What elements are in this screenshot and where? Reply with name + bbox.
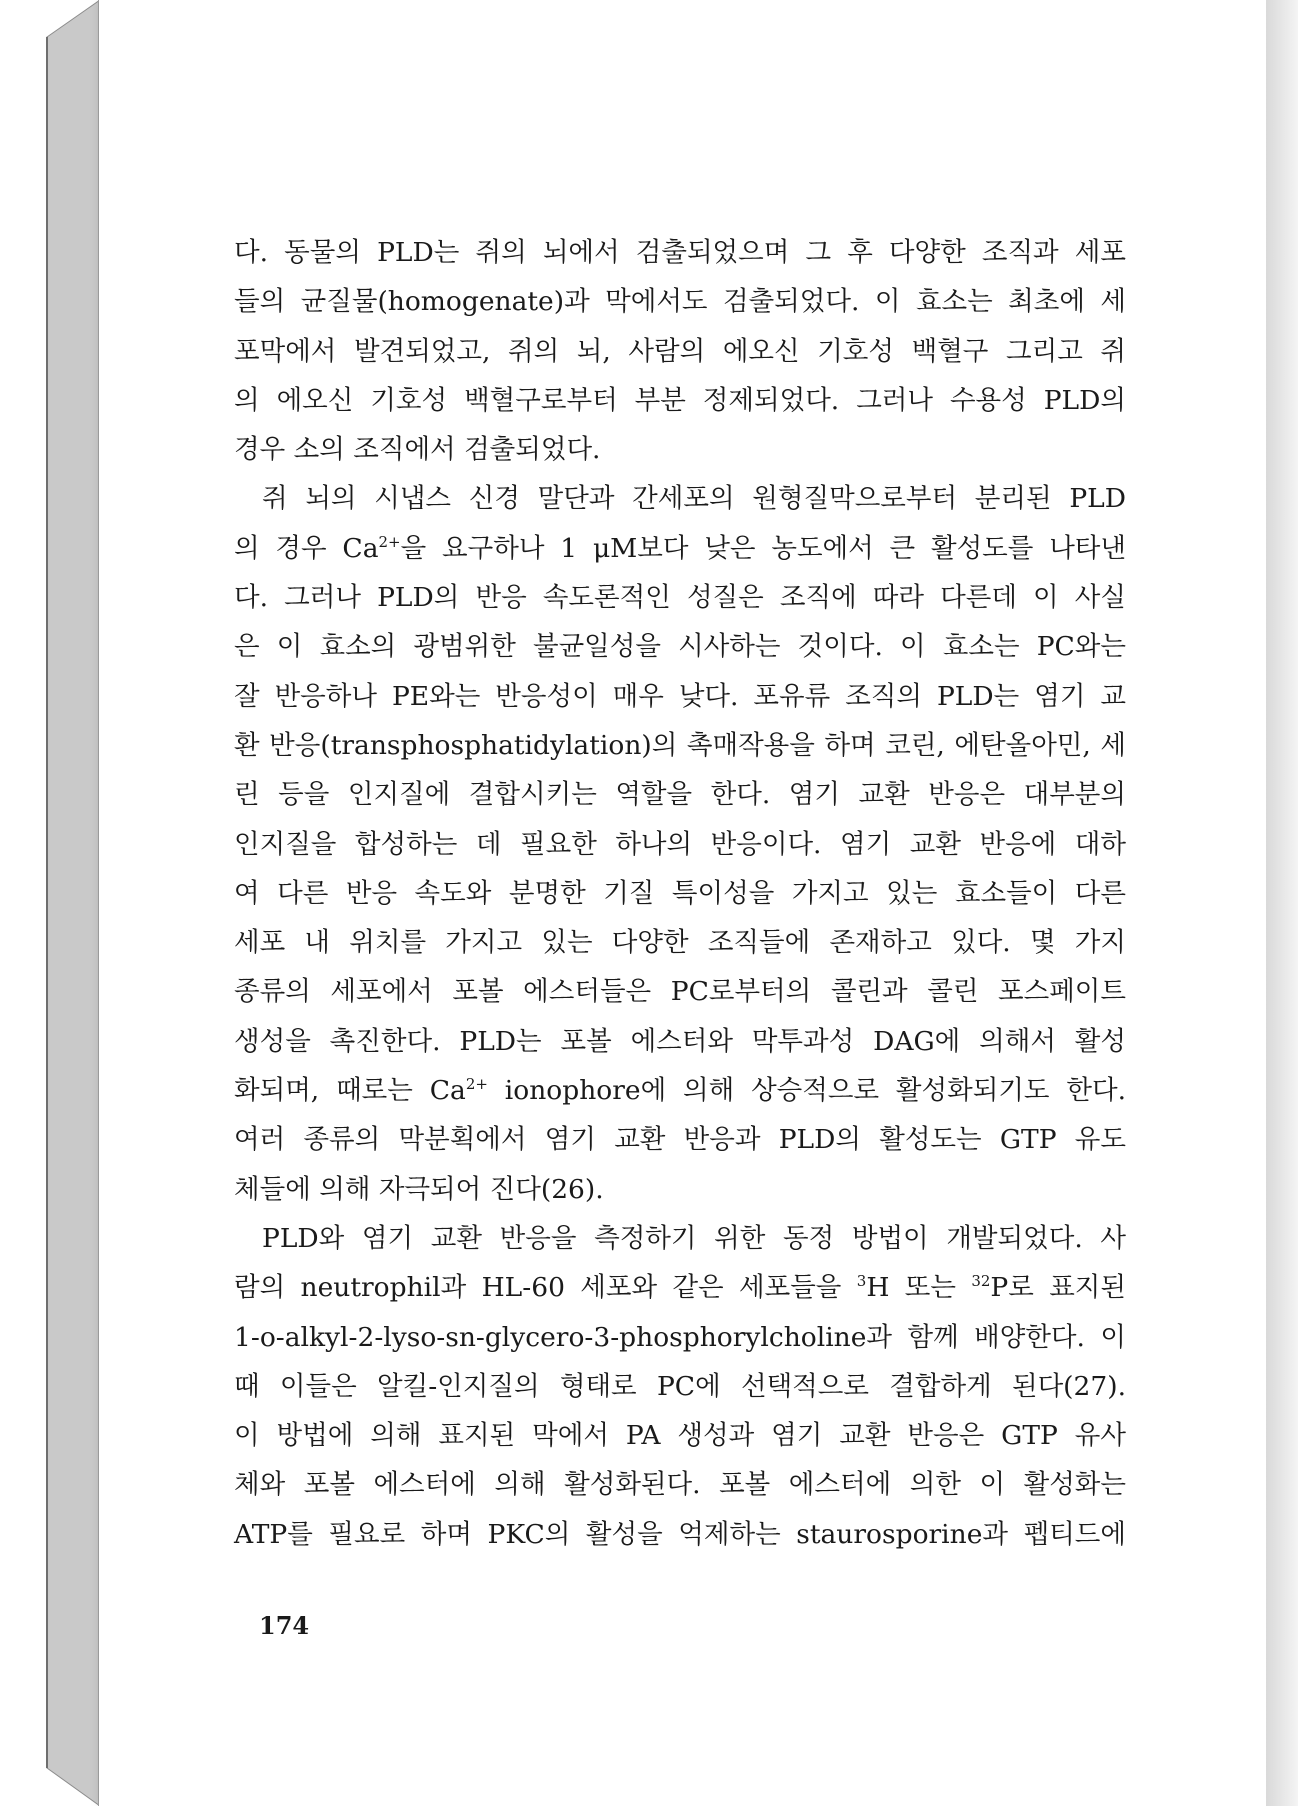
text-line: 체와 포볼 에스터에 의해 활성화된다. 포볼 에스터에 의한 이 활성화는: [234, 1469, 1126, 1501]
text-line: 의 에오신 기호성 백혈구로부터 부분 정제되었다. 그러나 수용성 PLD의: [234, 384, 1126, 416]
text-line: 경우 소의 조직에서 검출되었다.: [234, 434, 601, 466]
superscript: 2+: [378, 532, 401, 551]
text-line: PLD와 염기 교환 반응을 측정하기 위한 동정 방법이 개발되었다. 사: [262, 1222, 1126, 1254]
text-line: [234, 1263, 1126, 1312]
page-number: 174: [259, 1611, 310, 1640]
text-line: 잘 반응하나 PE와는 반응성이 매우 낮다. 포유류 조직의 PLD는 염기 교: [234, 680, 1126, 712]
text-line: 들의 균질물(homogenate)과 막에서도 검출되었다. 이 효소는 최초에 세: [234, 286, 1126, 318]
text-span: P로 표지된: [990, 1272, 1127, 1304]
superscript: 2+: [465, 1075, 488, 1094]
text-line: 체들에 의해 자극되어 진다(26).: [234, 1173, 604, 1205]
text-line: 여 다른 반응 속도와 분명한 기질 특이성을 가지고 있는 효소들이 다른: [234, 877, 1126, 909]
text-line: 환 반응(transphosphatidylation)의 촉매작용을 하며 코린, 에탄올아민, 세: [234, 729, 1126, 761]
text-span: 화되며, 때로는 Ca: [234, 1075, 466, 1107]
text-span: 을 요구하나 1 μM보다 낮은 농도에서 큰 활성도를 나타낸: [400, 532, 1126, 564]
text-line: 1-o-alkyl-2-lyso-sn-glycero-3-phosphorylcholine과 함께 배양한다. 이: [234, 1321, 1126, 1353]
text-line: [234, 524, 1126, 573]
superscript: 3: [856, 1272, 867, 1291]
text-line: 포막에서 발견되었고, 쥐의 뇌, 사람의 에오신 기호성 백혈구 그리고 쥐: [234, 335, 1126, 367]
text-span: 람의 neutrophil과 HL-60 세포와 같은 세포들을: [234, 1272, 857, 1304]
text-span: 의 경우 Ca: [234, 532, 379, 564]
text-line: 린 등을 인지질에 결합시키는 역할을 한다. 염기 교환 반응은 대부분의: [234, 779, 1126, 811]
text-line: ATP를 필요로 하며 PKC의 활성을 억제하는 staurosporine과 펩티드에: [234, 1518, 1126, 1550]
text-line: 쥐 뇌의 시냅스 신경 말단과 간세포의 원형질막으로부터 분리된 PLD: [262, 483, 1126, 515]
text-line: 생성을 촉진한다. PLD는 포볼 에스터와 막투과성 DAG에 의해서 활성: [234, 1025, 1126, 1057]
superscript: 32: [971, 1272, 991, 1291]
text-line: [234, 1066, 1126, 1115]
text-line: 다. 그러나 PLD의 반응 속도론적인 성질은 조직에 따라 다른데 이 사실: [234, 582, 1126, 614]
text-line: 인지질을 합성하는 데 필요한 하나의 반응이다. 염기 교환 반응에 대하: [234, 828, 1126, 860]
text-line: 세포 내 위치를 가지고 있는 다양한 조직들에 존재하고 있다. 몇 가지: [234, 927, 1126, 959]
text-span: ionophore에 의해 상승적으로 활성화되기도 한다.: [487, 1075, 1126, 1107]
text-span: H 또는: [866, 1272, 972, 1304]
text-line: 종류의 세포에서 포볼 에스터들은 PC로부터의 콜린과 콜린 포스페이트: [234, 976, 1126, 1008]
page-edge: [1266, 0, 1298, 1806]
text-line: 여러 종류의 막분획에서 염기 교환 반응과 PLD의 활성도는 GTP 유도: [234, 1124, 1126, 1156]
text-line: 이 방법에 의해 표지된 막에서 PA 생성과 염기 교환 반응은 GTP 유사: [234, 1420, 1126, 1452]
text-line: 다. 동물의 PLD는 쥐의 뇌에서 검출되었으며 그 후 다양한 조직과 세포: [234, 237, 1126, 268]
text-line: 때 이들은 알킬-인지질의 형태로 PC에 선택적으로 결합하게 된다(27).: [234, 1370, 1126, 1402]
text-line: 은 이 효소의 광범위한 불균일성을 시사하는 것이다. 이 효소는 PC와는: [234, 631, 1126, 663]
body-text: [234, 228, 1126, 1559]
